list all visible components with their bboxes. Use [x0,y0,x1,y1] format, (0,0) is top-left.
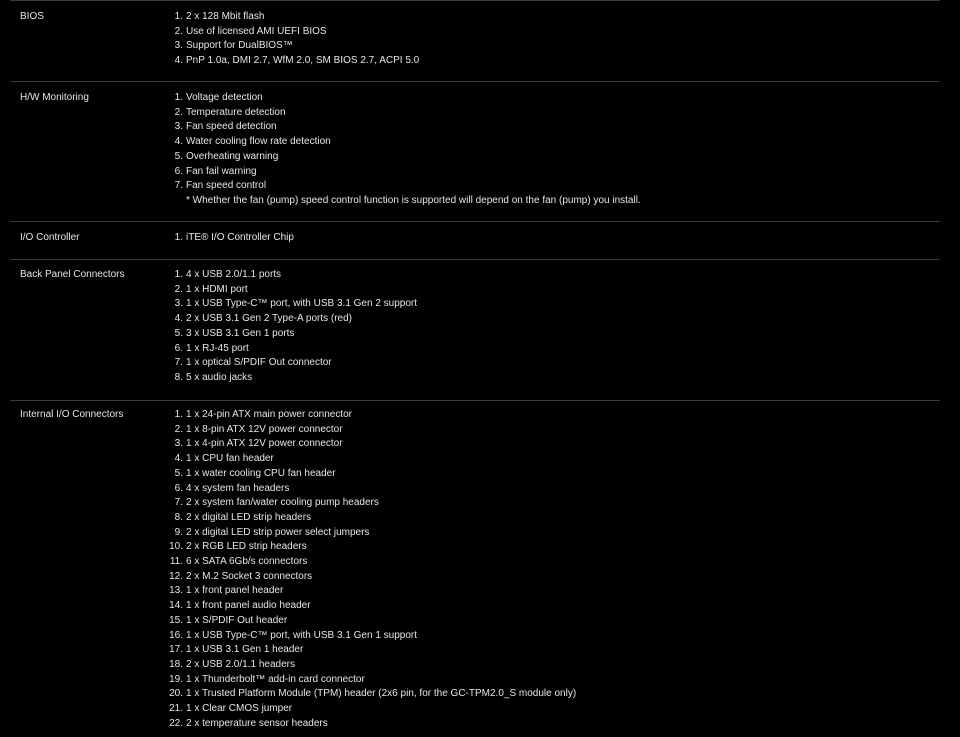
item-text: Fan fail warning [186,165,257,177]
item-text: 2 x system fan/water cooling pump headers [186,497,379,509]
item-text: 1 x 8-pin ATX 12V power connector [186,423,343,435]
list-item [160,25,940,40]
item-text: 2 x 128 Mbit flash [186,11,265,22]
item-number: 7. [174,357,183,369]
list-item [160,135,940,150]
item-number: 1. [174,232,183,243]
item-text: Temperature detection [186,106,286,118]
list-item [160,312,940,327]
item-text: 1 x CPU fan header [186,453,274,465]
item-number: 6. [174,342,183,354]
item-number: 4. [174,453,183,465]
list-item [160,437,940,452]
item-text: 3 x USB 3.1 Gen 1 ports [186,327,295,339]
list-item [160,179,940,194]
spec-list [160,10,940,81]
item-text: Water cooling flow rate detection [186,136,331,148]
item-number: 2. [174,25,183,37]
item-text: 2 x temperature sensor headers [186,717,328,729]
item-text: Overheating warning [186,150,279,162]
item-number: 5. [174,150,183,162]
spec-list [160,408,940,737]
item-number: 7. [174,497,183,509]
spec-table [10,0,940,737]
list-item [160,356,940,371]
list-item [160,371,940,386]
list-item [160,327,940,342]
spec-row-bios [10,1,940,82]
item-text: Use of licensed AMI UEFI BIOS [186,25,327,37]
spec-label: H/W Monitoring [20,92,89,103]
list-item [160,467,940,482]
spec-row-back-panel [10,260,940,401]
spec-list [160,231,940,259]
spec-label: BIOS [20,11,44,22]
list-item [160,658,940,673]
item-number: 21. [169,703,183,715]
item-number: 2. [174,283,183,295]
spec-list [160,268,940,400]
item-number: 2. [174,423,183,435]
spec-list [160,91,940,194]
item-text: 1 x front panel audio header [186,600,311,612]
list-item [160,268,940,283]
item-number: 1. [174,409,183,420]
item-text: 1 x USB Type-C™ port, with USB 3.1 Gen 2 support [186,298,418,310]
item-text: Fan speed detection [186,121,277,133]
item-number: 12. [169,570,183,582]
item-text: Fan speed control [186,180,267,192]
item-number: 1. [174,92,183,103]
item-number: 10. [169,541,183,553]
list-item [160,599,940,614]
item-text: 1 x Thunderbolt™ add-in card connector [186,673,365,685]
item-number: 1. [174,11,183,22]
list-item [160,150,940,165]
item-number: 11. [169,556,183,568]
spec-note: * Whether the fan (pump) speed control function is supported will depend on the fan (pump) you install. [186,194,641,206]
item-number: 20. [169,688,183,700]
item-number: 8. [174,511,183,523]
list-item [160,423,940,438]
list-item [160,570,940,585]
item-text: 2 x digital LED strip headers [186,511,312,523]
item-number: 2. [174,106,183,118]
item-number: 19. [169,673,183,685]
item-number: 6. [174,165,183,177]
list-item [160,717,940,732]
item-number: 3. [174,40,183,52]
list-item [160,39,940,54]
item-number: 5. [174,467,183,479]
item-number: 1. [174,269,183,280]
item-text: 2 x digital LED strip power select jumpers [186,526,370,538]
list-item [160,673,940,688]
item-text: 1 x Clear CMOS jumper [186,703,293,715]
list-item [160,526,940,541]
list-item [160,584,940,599]
item-text: 1 x water cooling CPU fan header [186,467,336,479]
list-item [160,106,940,121]
item-text: 1 x Trusted Platform Module (TPM) header (2x6 pin, for the GC-TPM2.0_S module only) [186,688,577,700]
list-item [160,452,940,467]
item-number: 8. [174,371,183,383]
item-text: 1 x optical S/PDIF Out connector [186,357,332,369]
item-text: Support for DualBIOS™ [186,40,293,52]
item-text: 2 x USB 3.1 Gen 2 Type-A ports (red) [186,313,353,325]
item-text: 1 x RJ-45 port [186,342,249,354]
list-item [160,643,940,658]
list-item [160,540,940,555]
item-number: 4. [174,136,183,148]
item-text: 4 x system fan headers [186,482,290,494]
list-item [160,687,940,702]
item-number: 17. [169,644,183,656]
spec-row-internal-io [10,401,940,737]
item-text: 5 x audio jacks [186,371,253,383]
list-item [160,165,940,180]
list-item [160,10,940,25]
list-item [160,342,940,357]
item-number: 3. [174,298,183,310]
list-item [160,297,940,312]
item-number: 9. [174,526,183,538]
item-text: 1 x USB 3.1 Gen 1 header [186,644,304,656]
item-text: 1 x 24-pin ATX main power connector [186,409,353,420]
list-item [160,614,940,629]
item-text: PnP 1.0a, DMI 2.7, WfM 2.0, SM BIOS 2.7, ACPI 5.0 [186,55,420,67]
item-number: 3. [174,438,183,450]
item-number: 14. [169,600,183,612]
spec-label: I/O Controller [20,232,80,243]
item-number: 16. [169,629,183,641]
list-item [160,496,940,511]
item-number: 13. [169,585,183,597]
item-text: 4 x USB 2.0/1.1 ports [186,269,282,280]
item-number: 5. [174,327,183,339]
item-number: 6. [174,482,183,494]
list-item [160,629,940,644]
list-item [160,482,940,497]
item-text: 2 x M.2 Socket 3 connectors [186,570,313,582]
item-number: 15. [169,614,183,626]
item-number: 7. [174,180,183,192]
item-text: 1 x USB Type-C™ port, with USB 3.1 Gen 1 support [186,629,418,641]
item-text: 6 x SATA 6Gb/s connectors [186,556,308,568]
item-text: Voltage detection [186,92,263,103]
item-number: 18. [169,658,183,670]
item-text: iTE® I/O Controller Chip [186,232,294,243]
list-item [160,231,940,246]
list-item [160,702,940,717]
list-item [160,91,940,106]
list-item [160,54,940,69]
list-item [160,120,940,135]
item-text: 1 x HDMI port [186,283,248,295]
spec-row-hw-monitoring [10,82,940,222]
list-item [160,555,940,570]
item-text: 1 x front panel header [186,585,284,597]
list-item [160,408,940,423]
spec-label: Internal I/O Connectors [20,409,124,420]
item-text: 1 x 4-pin ATX 12V power connector [186,438,343,450]
spec-row-io-controller [10,222,940,260]
item-text: 2 x USB 2.0/1.1 headers [186,658,295,670]
item-text: 2 x RGB LED strip headers [186,541,307,553]
item-text: 1 x S/PDIF Out header [186,614,288,626]
item-number: 3. [174,121,183,133]
item-number: 4. [174,55,183,67]
item-number: 22. [169,717,183,729]
item-number: 4. [174,313,183,325]
list-item [160,283,940,298]
list-item [160,511,940,526]
spec-label: Back Panel Connectors [20,269,125,280]
